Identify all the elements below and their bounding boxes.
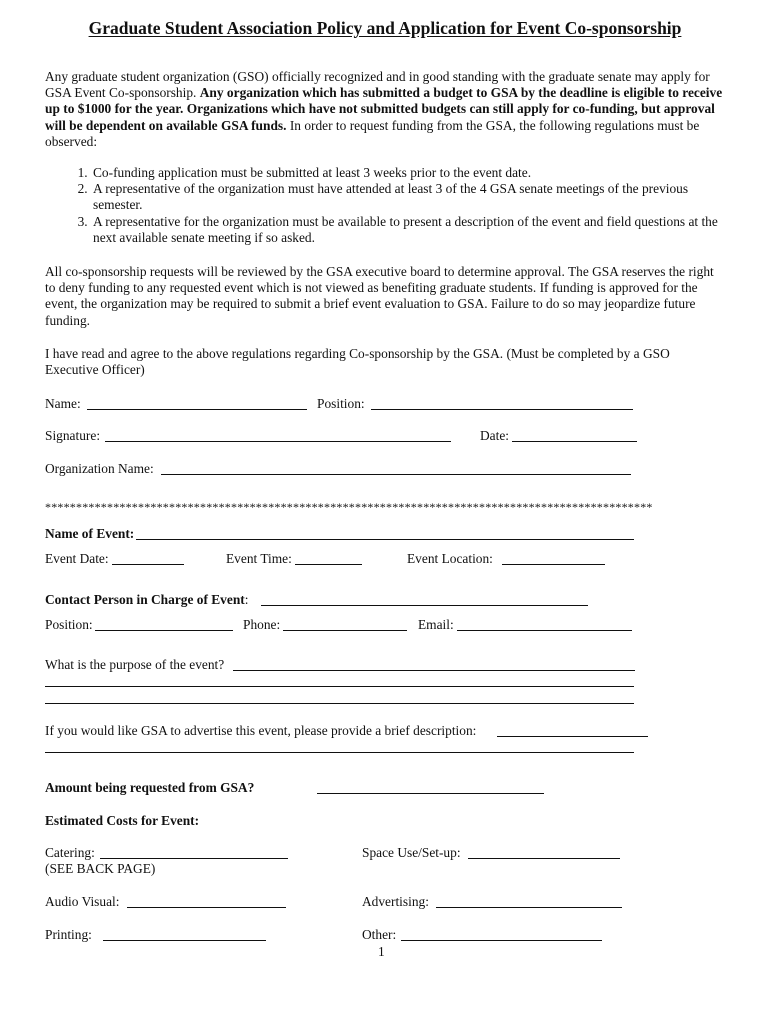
- space-field[interactable]: [468, 858, 620, 859]
- contact-position-label: Position:: [45, 617, 93, 632]
- space-label: Space Use/Set-up:: [362, 845, 461, 860]
- advertise-field[interactable]: [497, 736, 648, 737]
- agree-paragraph: I have read and agree to the above regulations regarding Co-sponsorship by the GSA. (Must be completed by a GSO Executive Officer): [45, 346, 670, 378]
- other-field[interactable]: [401, 940, 602, 941]
- intro-paragraph: [45, 69, 725, 150]
- event-name-field[interactable]: [136, 539, 634, 540]
- name-label: Name:: [45, 396, 81, 411]
- event-date-label: Event Date:: [45, 551, 109, 566]
- purpose-field-line-3[interactable]: [45, 703, 634, 704]
- contact-label: Contact Person in Charge of Event:: [45, 592, 249, 607]
- intro-bold-text: Any organization which has submitted a budget to GSA by the deadline is eligible to receive up to $1000 for the year. Organizations which have not submitted budgets can still apply for co-funding, but approval will be dependent on available GSA funds.: [45, 85, 723, 133]
- event-location-field[interactable]: [502, 564, 605, 565]
- event-date-field[interactable]: [112, 564, 184, 565]
- advertise-label: If you would like GSA to advertise this event, please provide a brief description:: [45, 723, 477, 738]
- purpose-field[interactable]: [233, 670, 635, 671]
- intro-text-2: In order to request funding from the GSA, the following regulations must be observed:: [45, 117, 700, 149]
- rule-item: 3. A representative for the organization must be available to present a description of the event and field questions at the next available senate meeting if so asked.: [91, 214, 725, 246]
- purpose-label: What is the purpose of the event?: [45, 657, 225, 672]
- catering-label: Catering:: [45, 845, 95, 860]
- event-time-field[interactable]: [295, 564, 362, 565]
- review-paragraph: All co-sponsorship requests will be reviewed by the GSA executive board to determine approval. The GSA reserves the right to deny funding to any requested event which is not viewed as benefiting graduate students. If funding is approved for the event, the organization may be required to submit a brief event evaluation to GSA. Failure to do so may jeopardize future funding.: [45, 264, 714, 328]
- advertising-label: Advertising:: [362, 894, 429, 909]
- estimated-costs-heading: Estimated Costs for Event:: [45, 813, 200, 828]
- section-separator: **************************************************************************************************: [45, 500, 653, 514]
- rule-item: 2. A representative of the organization must have attended at least 3 of the 4 GSA senate meetings of the previous semester.: [91, 181, 725, 213]
- rules-list: [45, 165, 725, 246]
- rule-item: 1. Co-funding application must be submitted at least 3 weeks prior to the event date.: [91, 165, 725, 181]
- audio-visual-label: Audio Visual:: [45, 894, 120, 909]
- date-label: Date:: [480, 428, 509, 443]
- position-field[interactable]: [371, 409, 633, 410]
- advertise-field-line-2[interactable]: [45, 752, 634, 753]
- contact-field[interactable]: [261, 605, 588, 606]
- org-name-label: Organization Name:: [45, 461, 154, 476]
- event-name-label: Name of Event:: [45, 526, 135, 541]
- see-back-note: (SEE BACK PAGE): [45, 861, 156, 876]
- event-time-label: Event Time:: [226, 551, 292, 566]
- phone-field[interactable]: [283, 630, 407, 631]
- other-label: Other:: [362, 927, 397, 942]
- audio-visual-field[interactable]: [127, 907, 286, 908]
- catering-field[interactable]: [100, 858, 288, 859]
- printing-field[interactable]: [103, 940, 266, 941]
- page-title: Graduate Student Association Policy and Application for Event Co-sponsorship: [88, 18, 682, 38]
- page-number: 1: [378, 944, 385, 959]
- amount-field[interactable]: [317, 793, 544, 794]
- position-label: Position:: [317, 396, 365, 411]
- email-label: Email:: [418, 617, 454, 632]
- event-location-label: Event Location:: [407, 551, 493, 566]
- phone-label: Phone:: [243, 617, 281, 632]
- purpose-field-line-2[interactable]: [45, 686, 634, 687]
- signature-field[interactable]: [105, 441, 451, 442]
- amount-label: Amount being requested from GSA?: [45, 780, 255, 795]
- advertising-field[interactable]: [436, 907, 622, 908]
- email-field[interactable]: [457, 630, 632, 631]
- name-field[interactable]: [87, 409, 307, 410]
- contact-position-field[interactable]: [95, 630, 233, 631]
- org-name-field[interactable]: [161, 474, 631, 475]
- date-field[interactable]: [512, 441, 637, 442]
- printing-label: Printing:: [45, 927, 92, 942]
- signature-label: Signature:: [45, 428, 101, 443]
- intro-text: Any graduate student organization (GSO) officially recognized and in good standing with the graduate senate may apply for GSA Event Co-sponsorship.: [45, 69, 710, 101]
